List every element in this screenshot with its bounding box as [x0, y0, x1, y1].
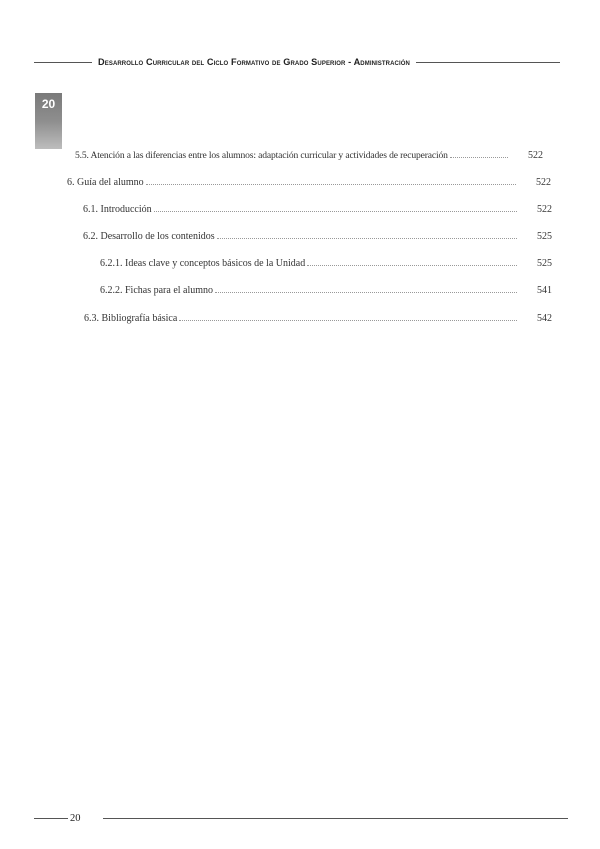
header-rule-right: [416, 62, 560, 63]
footer-page-number: 20: [70, 812, 81, 824]
toc-entry-label: 6. Guía del alumno: [67, 177, 144, 188]
toc-entry-label: 6.2. Desarrollo de los contenidos: [83, 231, 215, 242]
toc-entry-page: 522: [536, 177, 551, 188]
toc-entry-page: 522: [537, 204, 552, 215]
toc-entry-label: 6.1. Introducción: [83, 204, 152, 215]
toc-entry[interactable]: [75, 150, 543, 164]
page-footer: [34, 811, 568, 825]
toc-entry[interactable]: [83, 231, 552, 245]
header-title: Desarrollo Curricular del Ciclo Formativo de Grado Superior - Administración: [98, 57, 410, 67]
toc-entry-label: 6.2.2. Fichas para el alumno: [100, 285, 214, 296]
toc-entry[interactable]: [83, 204, 552, 218]
toc-leader-dots: [307, 264, 517, 266]
toc-entry-label: 6.2.1. Ideas clave y conceptos básicos de la Unidad: [100, 258, 306, 269]
toc-entry-label: 5.5. Atención a las diferencias entre los alumnos: adaptación curricular y actividades de recuperación: [75, 150, 448, 161]
toc-leader-dots: [146, 183, 516, 185]
toc-entry[interactable]: [100, 285, 552, 299]
toc-leader-dots: [450, 156, 508, 158]
toc-entry-page: 522: [528, 150, 543, 161]
header-rule-left: [34, 62, 92, 63]
chapter-number: 20: [41, 97, 56, 111]
toc-entry[interactable]: [84, 313, 552, 327]
toc-entry[interactable]: [67, 177, 551, 191]
toc-entry-page: 525: [537, 258, 552, 269]
footer-rule-right: [103, 818, 569, 819]
toc-leader-dots: [217, 237, 517, 239]
toc-leader-dots: [154, 210, 517, 212]
toc-entry-page: 525: [537, 231, 552, 242]
toc-entry-page: 541: [537, 285, 552, 296]
footer-rule-left: [34, 818, 68, 819]
running-header: [34, 54, 560, 70]
toc-leader-dots: [179, 319, 517, 321]
chapter-tab: [35, 93, 62, 149]
toc-leader-dots: [215, 291, 517, 293]
toc-entry-page: 542: [537, 313, 552, 324]
toc-entry-label: 6.3. Bibliografía básica: [84, 313, 178, 324]
toc-entry[interactable]: [100, 258, 552, 272]
